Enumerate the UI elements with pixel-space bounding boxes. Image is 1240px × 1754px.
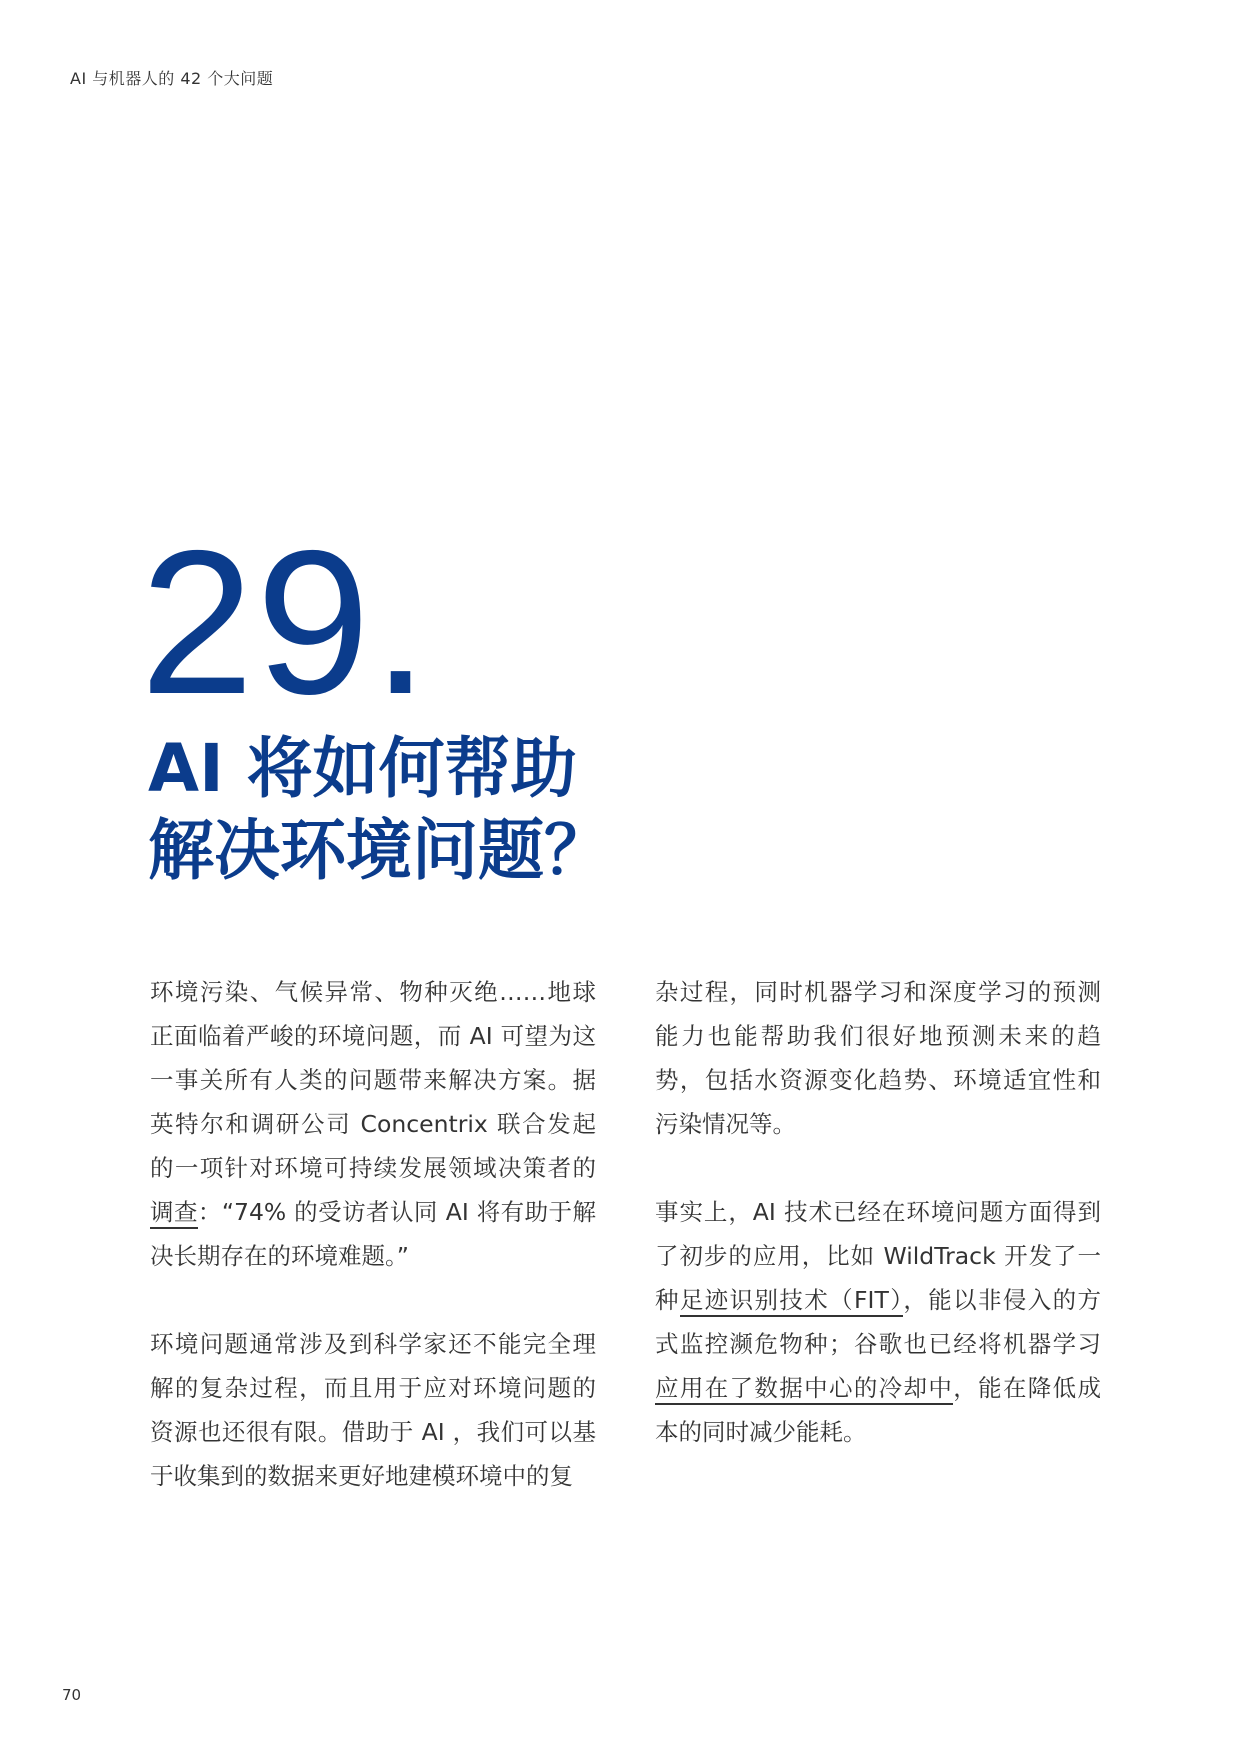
data-center-cooling-link[interactable]: 应用在了数据中心的冷却中 — [655, 1374, 953, 1405]
paragraph-3-text-b: ，能以非侵入的方式监控濒危物种；谷歌也已经将机器学习 — [655, 1286, 1102, 1358]
survey-link[interactable]: 调查 — [150, 1198, 198, 1229]
chapter-title-line-2: 解决环境问题？ — [148, 812, 610, 889]
paragraph-3-text-c: ，能在降低成本的同时减少能耗。 — [655, 1374, 1102, 1446]
paragraph-2-continued: 杂过程，同时机器学习和深度学习的预测能力也能帮助我们很好地预测未来的趋势，包括水资源变化趋势、环境适宜性和污染情况等。 — [655, 978, 1101, 1138]
paragraph-1 — [150, 970, 596, 1278]
paragraph-1-text-b: ：“74% 的受访者认同 AI 将有助于解决长期存在的环境难题。” — [150, 1198, 597, 1270]
running-header: AI 与机器人的 42 个大问题 — [70, 69, 274, 88]
paragraph-3 — [655, 1190, 1101, 1454]
chapter-title — [148, 728, 848, 892]
paragraph-2: 环境问题通常涉及到科学家还不能完全理解的复杂过程，而且用于应对环境问题的资源也还很有限。借助于 AI ，我们可以基于收集到的数据来更好地建模环境中的复 — [150, 1330, 596, 1490]
body-column-left — [150, 970, 596, 1542]
fit-technology-link[interactable]: 足迹识别技术（FIT） — [680, 1286, 903, 1317]
chapter-number: 29. — [140, 508, 431, 737]
paragraph-1-text-a: 环境污染、气候异常、物种灭绝……地球正面临着严峻的环境问题，而 AI 可望为这一事关所有人类的问题带来解决方案。据英特尔和调研公司 Concentrix 联合发起的一项针对环境可持续发展领域决策者的 — [150, 978, 596, 1182]
chapter-title-line-1: AI 将如何帮助 — [148, 730, 577, 807]
paragraph-3-text-a: 事实上，AI 技术已经在环境问题方面得到了初步的应用，比如 WildTrack 开发了一种 — [655, 1198, 1101, 1314]
body-column-right — [655, 970, 1101, 1498]
page-number: 70 — [62, 1686, 82, 1704]
